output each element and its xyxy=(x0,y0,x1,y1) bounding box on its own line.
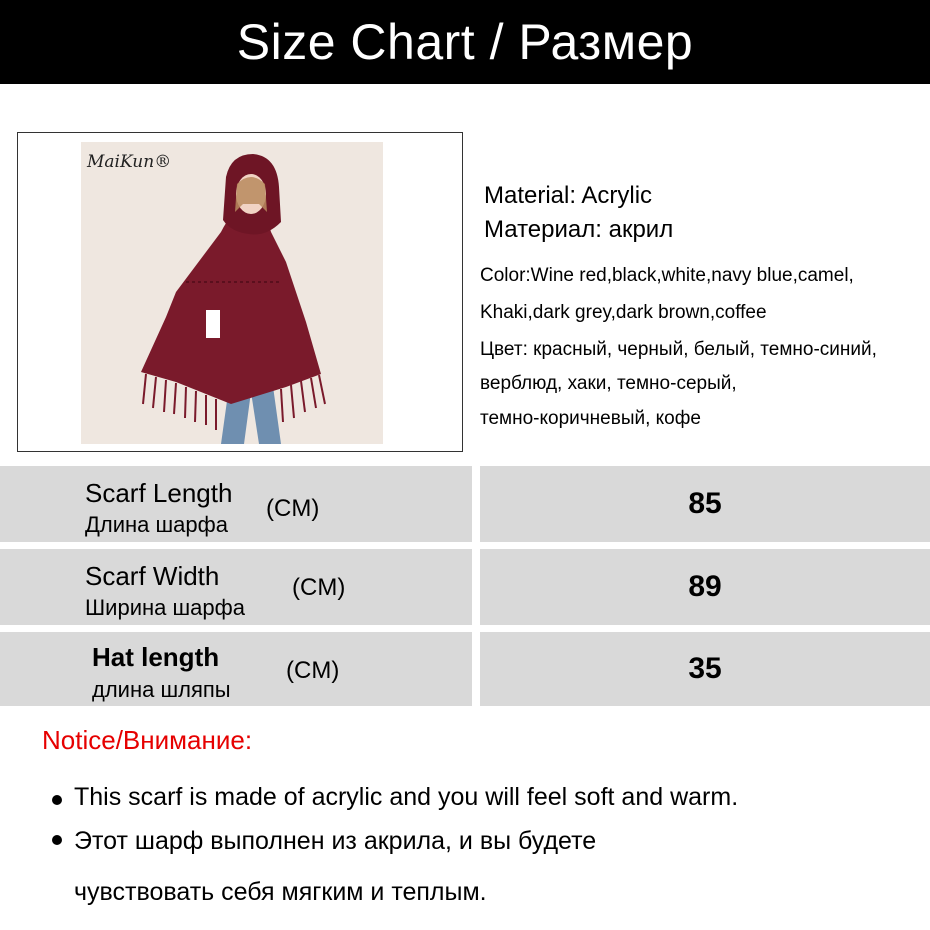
page-title: Size Chart / Размер xyxy=(236,14,694,70)
table-row-value xyxy=(480,632,930,706)
notice-title: Notice/Внимание: xyxy=(42,725,253,755)
notice-line-1: This scarf is made of acrylic and you will feel soft and warm. xyxy=(74,783,739,811)
table-row-value xyxy=(480,549,930,625)
color-line-4: верблюд, хаки, темно-серый, xyxy=(480,373,737,394)
color-line-3: Цвет: красный, черный, белый, темно-синий, xyxy=(480,339,877,360)
row-unit: (CM) xyxy=(266,495,320,522)
brand-logo: MaiKun® xyxy=(87,152,172,172)
row-value: 89 xyxy=(688,570,722,603)
table-row-label xyxy=(0,632,472,706)
row-label-en: Hat length xyxy=(92,642,220,672)
page-header xyxy=(0,0,930,84)
row-label-ru: Ширина шарфа xyxy=(85,595,245,620)
row-label-ru: длина шляпы xyxy=(92,677,231,702)
table-row-value xyxy=(480,466,930,542)
material-en: Material: Acrylic xyxy=(484,182,653,209)
table-row-label xyxy=(0,549,472,625)
bullet-icon xyxy=(52,835,62,845)
color-line-1: Color:Wine red,black,white,navy blue,camel, xyxy=(480,265,854,286)
notice-line-2: Этот шарф выполнен из акрила, и вы будете xyxy=(74,827,597,855)
row-value: 35 xyxy=(688,652,722,685)
row-unit: (CM) xyxy=(286,657,340,684)
material-ru: Материал: акрил xyxy=(484,216,674,243)
color-line-2: Khaki,dark grey,dark brown,coffee xyxy=(480,302,767,323)
model-illustration xyxy=(81,142,383,444)
product-photo-frame xyxy=(17,132,463,452)
table-row-label xyxy=(0,466,472,542)
color-line-5: темно-коричневый, кофе xyxy=(480,408,701,429)
bullet-icon xyxy=(52,795,62,805)
row-label-en: Scarf Length xyxy=(85,478,233,508)
row-value: 85 xyxy=(688,487,722,520)
notice-line-3: чувствовать себя мягким и теплым. xyxy=(74,878,487,906)
row-label-en: Scarf Width xyxy=(85,561,220,591)
product-photo xyxy=(81,142,383,444)
row-label-ru: Длина шарфа xyxy=(85,512,228,537)
row-unit: (CM) xyxy=(292,574,346,601)
